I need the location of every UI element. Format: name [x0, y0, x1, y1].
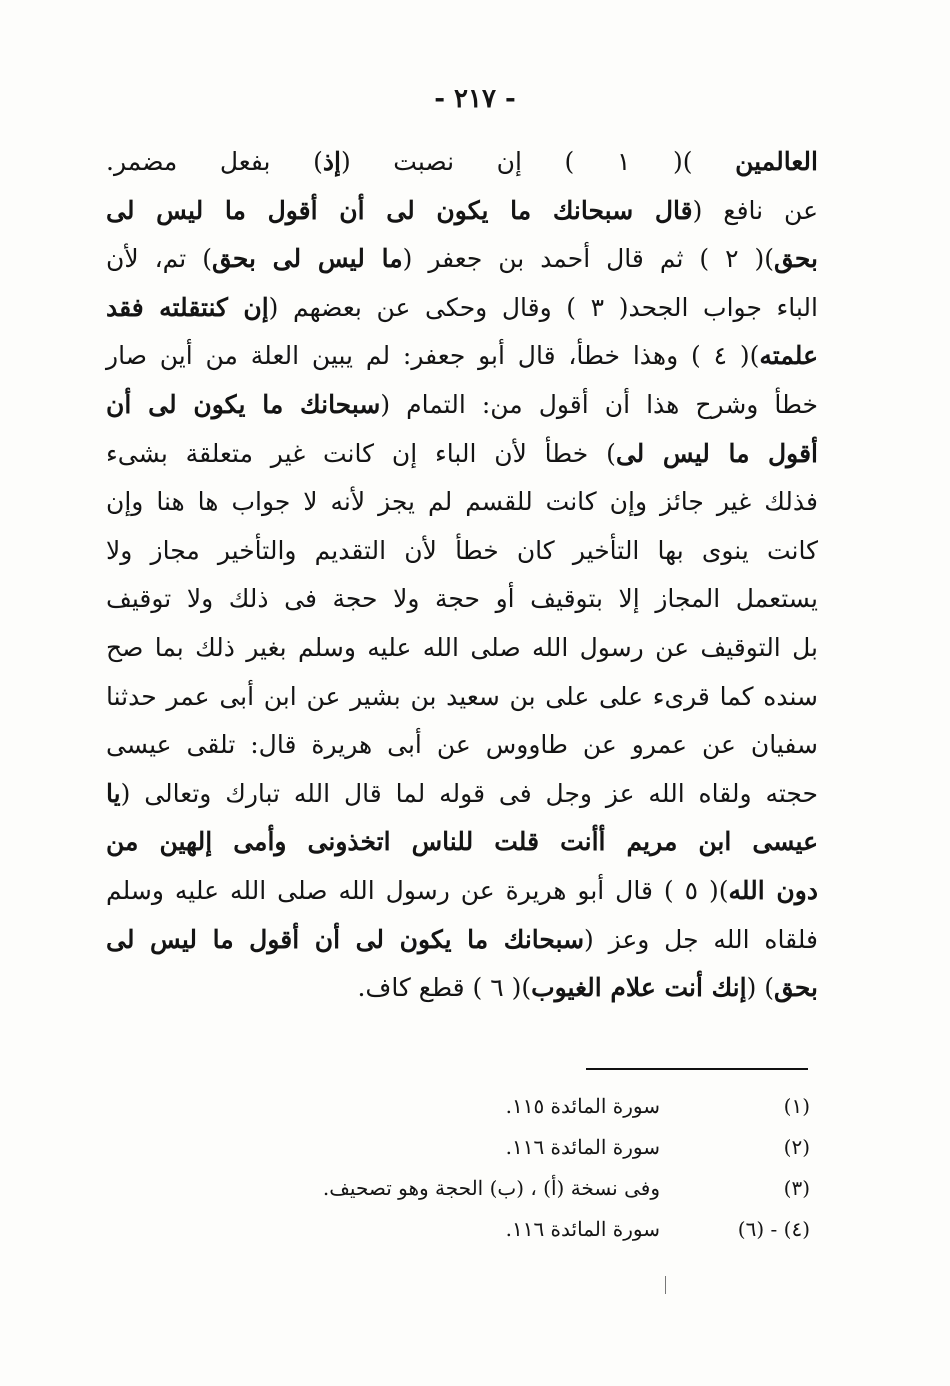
text-line [106, 138, 818, 187]
text-line [106, 381, 818, 430]
text-line [106, 235, 818, 284]
footnote [100, 1086, 810, 1127]
text-segment: سفيان عن عمرو عن طاووس عن أبى هريرة قال: تلقى عيسى [106, 730, 818, 760]
text-segment: ) خطأ لأن الباء إن كانت غير متعلقة بشىء [106, 438, 616, 468]
text-line [106, 430, 818, 479]
text-segment: يستعمل المجاز إلا بتوقيف أو حجة ولا حجة فى ذلك ولا توقيف [106, 584, 818, 614]
quran-quote: إذ [322, 147, 341, 176]
text-segment: كانت ينوى بها التأخير كان خطأ لأن التقديم والتأخير مجاز ولا [106, 535, 818, 565]
text-line [106, 916, 818, 965]
quran-quote: بحق [774, 973, 818, 1003]
page-number: - ٢١٧ - [434, 84, 516, 114]
text-line [106, 721, 818, 770]
text-line [106, 624, 818, 673]
text-line [106, 527, 818, 576]
text-segment: ) تم، لأن [106, 244, 212, 274]
text-segment: ) بفعل مضمر. [106, 147, 323, 176]
footnote-text: سورة المائدة ١١٦. [505, 1217, 660, 1241]
text-line [106, 187, 818, 236]
footnote-mark: (٣) [783, 1176, 810, 1200]
quran-quote: يا [106, 778, 121, 808]
quran-quote: سبحانك ما يكون لى أن [106, 389, 381, 419]
footnote-text: وفى نسخة (أ) ، (ب) الحجة وهو تصحيف. [322, 1176, 660, 1200]
quran-quote: العالمين [735, 147, 818, 176]
footnote-text: سورة المائدة ١١٥. [505, 1094, 660, 1118]
quran-quote: سبحانك ما يكون لى أن أقول ما ليس لى [106, 924, 585, 954]
text-line [106, 575, 818, 624]
quran-quote: إنك أنت علام الغيوب [531, 973, 747, 1003]
text-segment: ) ( [746, 973, 775, 1003]
text-segment: بل التوقيف عن رسول الله صلى الله عليه وسلم بغير ذلك بما صح [106, 632, 818, 662]
footnote [100, 1209, 810, 1250]
footnote-mark: (٢) [783, 1135, 810, 1159]
text-segment: )( ٦ ) قطع كاف. [357, 973, 532, 1003]
footnote [100, 1127, 810, 1168]
scan-speck [665, 1276, 666, 1294]
footnote-divider [586, 1068, 808, 1070]
text-line [106, 332, 818, 381]
footnotes [100, 1086, 810, 1250]
footnote-mark: (٤) - (٦) [737, 1217, 810, 1241]
text-segment: )( ٤ ) وهذا خطأ، قال أبو جعفر: لم يبين العلة من أين صار [106, 341, 760, 371]
footnote-text: سورة المائدة ١١٦. [505, 1135, 660, 1159]
quran-quote: أقول ما ليس لى [615, 438, 818, 468]
text-segment: الباء جواب الجحد( ٣ ) وقال وحكى عن بعضهم ( [268, 292, 818, 322]
text-line [106, 284, 818, 333]
body-text [106, 138, 818, 1013]
text-segment: )( ٥ ) قال أبو هريرة عن رسول الله صلى الله عليه وسلم [106, 875, 729, 905]
text-line [106, 673, 818, 722]
text-line [106, 818, 818, 867]
text-line [106, 867, 818, 916]
quran-quote: بحق [774, 244, 818, 274]
quran-quote: قال سبحانك ما يكون لى أن أقول ما ليس لى [106, 195, 693, 225]
text-line [106, 770, 818, 819]
text-segment: )( ١ ) إن نصبت ( [340, 147, 736, 176]
text-line [106, 964, 818, 1013]
text-segment: فذلك غير جائز وإن كانت للقسم لم يجز لأنه لا جواب ها هنا وإن [106, 487, 818, 517]
footnote [100, 1168, 810, 1209]
text-segment: حجته ولقاه الله عز وجل فى قوله لما قال الله تبارك وتعالى ( [120, 778, 818, 808]
text-segment: خطأ وشرح هذا أن أقول من: التمام ( [380, 389, 818, 419]
text-segment: سنده كما قرىء على على بن سعيد بن بشير عن ابن أبى عمر حدثنا [106, 681, 818, 711]
text-segment: )( ٢ ) ثم قال أحمد بن جعفر ( [402, 244, 775, 274]
quran-quote: دون الله [728, 875, 818, 905]
quran-quote: ما ليس لى بحق [211, 244, 403, 274]
text-segment: عن نافع ( [692, 195, 818, 225]
footnote-mark: (١) [783, 1094, 810, 1118]
quran-quote: عيسى ابن مريم أأنت قلت للناس اتخذونى وأمى إلهين من [106, 827, 818, 857]
text-segment: فلقاه الله جل وعز ( [584, 924, 818, 954]
quran-quote: إن كنتقلته فقد [106, 292, 269, 322]
text-line [106, 478, 818, 527]
quran-quote: علمته [759, 341, 818, 371]
